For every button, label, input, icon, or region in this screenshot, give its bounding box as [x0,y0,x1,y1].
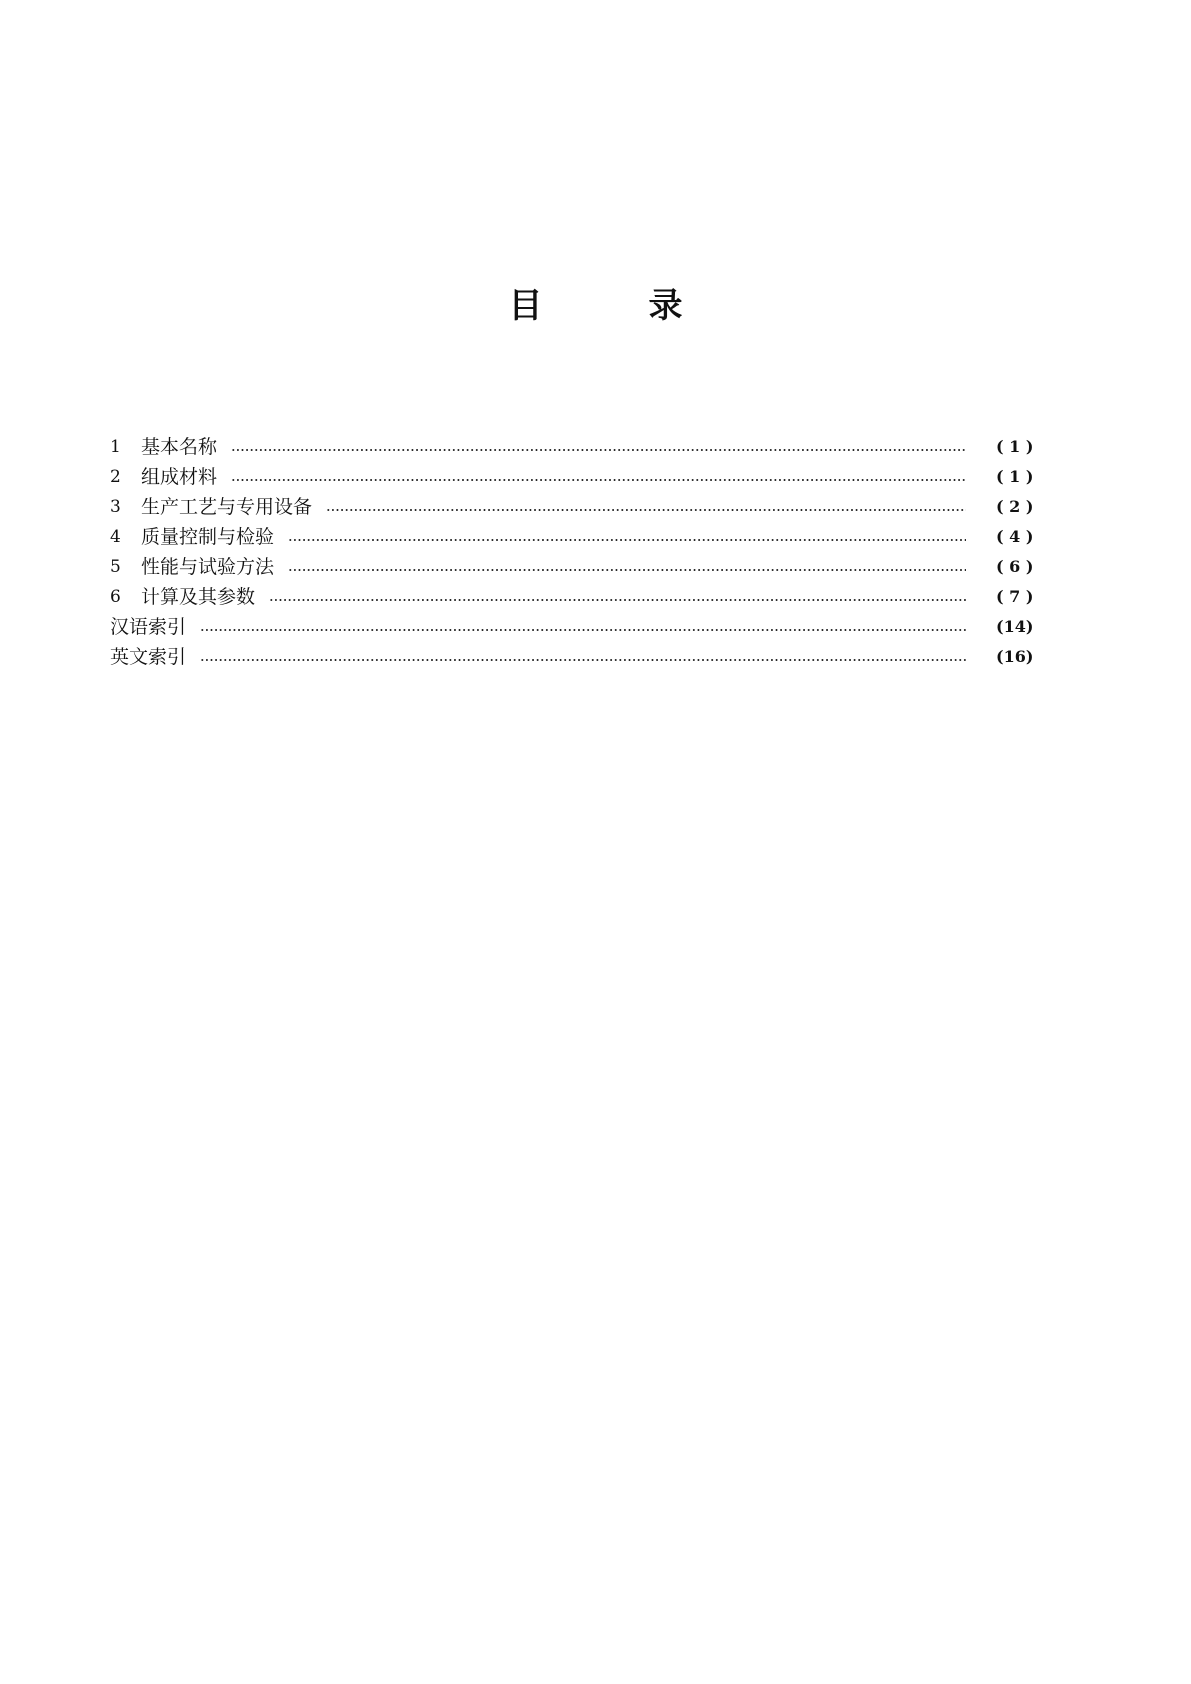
dot-leader [231,479,966,481]
toc-entry[interactable] [110,462,1040,492]
dot-leader [200,629,966,631]
toc-entry-label: 质量控制与检验 [141,526,275,548]
toc-entry-number: 2 [110,467,121,487]
toc-entry-label: 计算及其参数 [141,586,256,608]
toc-entry-page: ( 6 ) [996,557,1034,576]
toc-entry[interactable] [110,552,1040,582]
dot-leader [231,449,966,451]
toc-entry-page: ( 2 ) [996,497,1034,516]
page-title [0,278,1191,327]
toc-entry-number: 6 [110,587,121,607]
dot-leader [269,599,966,601]
toc-entry-page: (14) [996,617,1034,636]
toc-entry-number: 5 [110,557,121,577]
toc-entry-page: ( 1 ) [996,467,1034,486]
toc-entry-label: 生产工艺与专用设备 [141,496,313,518]
toc-entry[interactable] [110,522,1040,552]
toc-entry-page: ( 7 ) [996,587,1034,606]
toc-entry-label: 英文索引 [110,646,187,668]
toc-entry-page: ( 4 ) [996,527,1034,546]
toc-entry-label: 基本名称 [141,436,218,458]
toc-entry-page: (16) [996,647,1034,666]
toc-entry-number: 3 [110,497,121,517]
dot-leader [288,569,966,571]
page-title-char-1: 目 [508,286,543,326]
dot-leader [288,539,966,541]
toc-entry-label: 性能与试验方法 [141,556,275,578]
toc-entry[interactable] [110,582,1040,612]
toc-entry[interactable] [110,612,1040,642]
toc-entry-number: 4 [110,527,121,547]
toc-entry-number: 1 [110,437,121,457]
dot-leader [200,659,966,661]
table-of-contents [110,432,1040,672]
page-title-char-2: 录 [648,286,683,326]
toc-entry[interactable] [110,642,1040,672]
toc-entry-page: ( 1 ) [996,437,1034,456]
toc-entry[interactable] [110,432,1040,462]
toc-entry-label: 组成材料 [141,466,218,488]
dot-leader [326,509,966,511]
toc-entry[interactable] [110,492,1040,522]
toc-entry-label: 汉语索引 [110,616,187,638]
